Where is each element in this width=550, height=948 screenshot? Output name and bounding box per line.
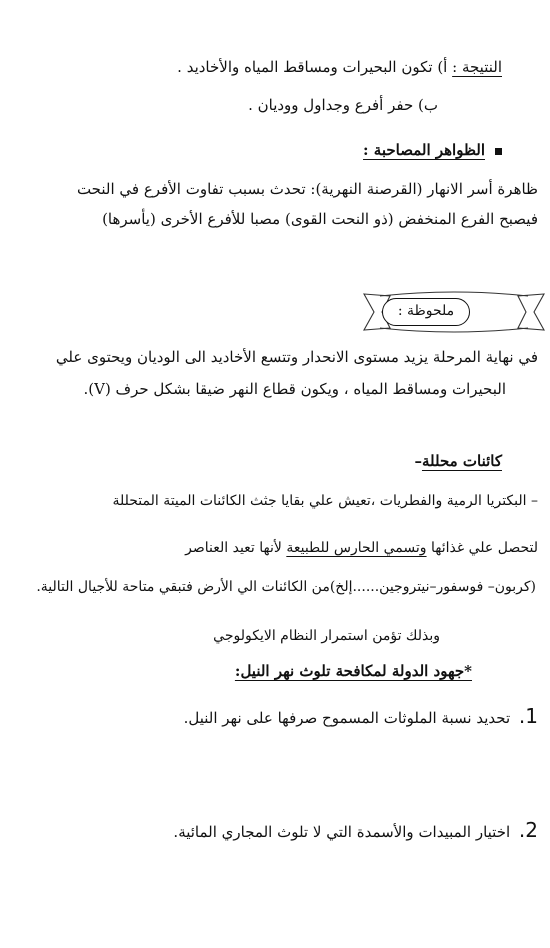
- result-line-b: ب) حفر أفرع وجداول ووديان .: [248, 96, 438, 114]
- capture-line-1: ظاهرة أسر الانهار (القرصنة النهرية): تحدث بسبب تفاوت الأفرع في النحت: [76, 180, 538, 198]
- phenomena-heading: الظواهر المصاحبة :: [363, 141, 485, 159]
- capture-line-2: فيصبح الفرع المنخفض (ذو النحت القوى) مصبا للأفرع الأخرى (يأسرها): [102, 210, 538, 228]
- efforts-heading: *جهود الدولة لمكافحة تلوث نهر النيل:: [234, 662, 472, 680]
- item-1-text: تحديد نسبة الملوثات المسموح صرفها على نهر النيل.: [183, 709, 515, 727]
- efforts-item-1: [184, 704, 538, 728]
- decomposers-heading: كائنات محللة: [421, 452, 502, 470]
- item-2-number: 2.: [518, 818, 538, 842]
- decomposers-heading-line: [414, 452, 502, 470]
- decomposers-line-2a: لتحصل علي غذائها: [426, 540, 538, 556]
- decomposers-line-2: [185, 540, 538, 556]
- efforts-item-2: [173, 818, 538, 842]
- phenomena-heading-line: [363, 141, 502, 159]
- decomposers-line-3: (كربون– فوسفور–نيتروجين......إلخ)من الكائنات الي الأرض فتبقي متاحة للأجيال التالية.: [36, 579, 536, 595]
- note-line-2: البحيرات ومساقط المياه ، ويكون قطاع النهر ضيقا بشكل حرف (V).: [83, 380, 506, 398]
- note-label: ملحوظة :: [382, 298, 470, 326]
- note-line-1: في نهاية المرحلة يزيد مستوى الانحدار وتتسع الأخاديد الى الوديان ويحتوى علي: [55, 348, 538, 366]
- item-2-text: اختيار المبيدات والأسمدة التي لا تلوث المجاري المائية.: [173, 823, 515, 841]
- decomposers-line-4: وبذلك تؤمن استمرار النظام الايكولوجي: [213, 628, 440, 644]
- guardian-of-nature-text: وتسمي الحارس للطبيعة: [286, 540, 427, 556]
- result-a-text: أ) تكون البحيرات ومساقط المياه والأخاديد .: [177, 58, 453, 76]
- item-1-number: 1.: [518, 704, 538, 728]
- result-label: النتيجة :: [452, 58, 502, 76]
- result-line-a: [177, 58, 502, 76]
- decomposers-line-2c: لأنها تعيد العناصر: [185, 540, 287, 556]
- decomposers-line-1: – البكتريا الرمية والفطريات ،تعيش علي بقايا جثث الكائنات الميتة المتحللة: [112, 493, 538, 509]
- efforts-heading-line: [235, 662, 472, 680]
- bullet-square-icon: [495, 148, 502, 155]
- decomposers-dash: –: [414, 452, 422, 470]
